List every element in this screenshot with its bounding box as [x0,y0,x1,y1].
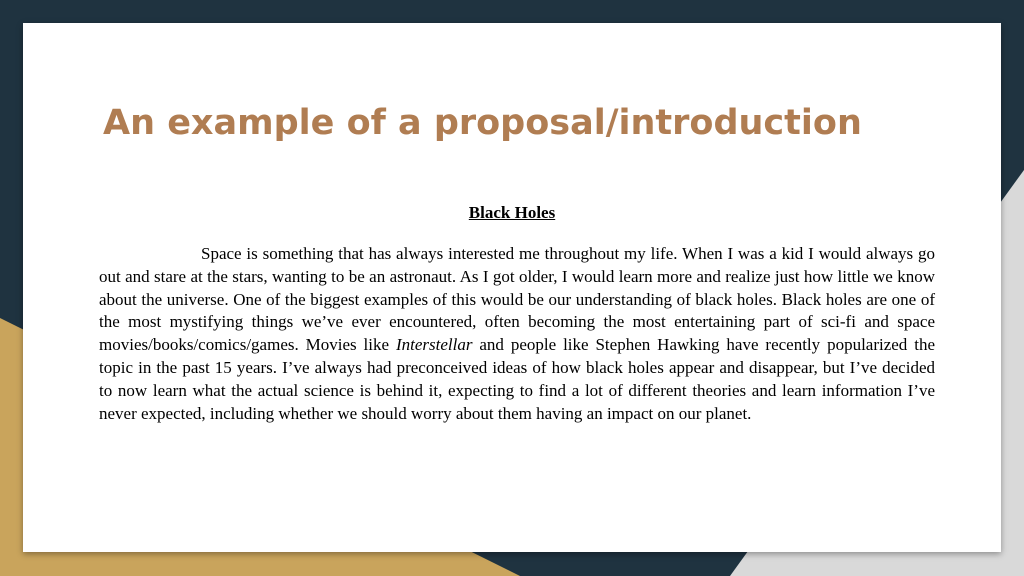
document-body-italic-title: Interstellar [395,335,473,355]
document-body [99,243,935,425]
document-heading: Black Holes [468,203,556,222]
slide-title: An example of a proposal/introduction [103,103,862,143]
document-body-text-2: and people like Stephen Hawking have recently popularized the topic in the past 15 years. I’ve always had preconceived ideas of how black holes appear and disappear, but I’ve decided to now learn what the actual science is behind it, expecting to find a lot of different theories and learn information I’ve never expected, including whether we should worry about them having an impact on our planet. [99,335,935,423]
document-body-text-1: Space is something that has always interested me throughout my life. When I was a kid I would always go out and stare at the stars, wanting to be an astronaut. As I got older, I would learn more and realize just how little we know about the universe. One of the biggest examples of this would be our understanding of black holes. Black holes are one of the most mystifying things we’ve ever encountered, often becoming the most entertaining part of sci-fi and space movies/books/comics/games. Movies like [99,244,935,355]
slide-card [23,23,1001,552]
